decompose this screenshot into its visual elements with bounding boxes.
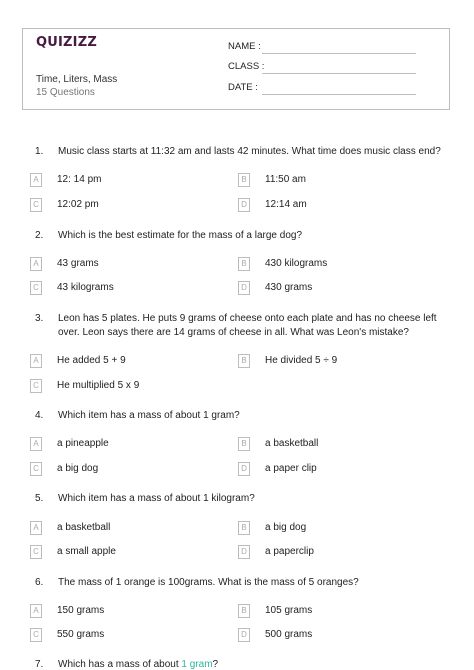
- option-text: He multiplied 5 x 9: [57, 380, 140, 391]
- option-text: 12: 14 pm: [57, 174, 102, 185]
- question-text: Music class starts at 11:32 am and lasts 42 minutes. What time does music class end?: [58, 146, 441, 157]
- quizizz-logo: QUIZIZZ: [36, 35, 97, 50]
- date-label: DATE :: [228, 82, 258, 93]
- question-number: 1.: [35, 146, 44, 157]
- option-letter: C: [30, 628, 42, 642]
- option-letter: D: [238, 628, 250, 642]
- option-text: 11:50 am: [265, 174, 306, 185]
- option-text: 550 grams: [57, 629, 105, 640]
- option-text: a basketball: [265, 438, 319, 449]
- question-text-part: ?: [212, 659, 219, 670]
- option-text: a small apple: [57, 546, 116, 557]
- class-label: CLASS :: [228, 61, 265, 72]
- option-letter: C: [30, 545, 42, 559]
- option-text: 43 kilograms: [57, 282, 114, 293]
- question-number: 2.: [35, 230, 44, 241]
- worksheet-title: Time, Liters, Mass: [36, 74, 118, 85]
- option-text: 430 grams: [265, 282, 313, 293]
- highlighted-term: 1 gram: [181, 659, 213, 670]
- option-letter: A: [30, 173, 42, 187]
- question-text-part: Which has a mass of about: [58, 659, 182, 670]
- question-number: 3.: [35, 313, 44, 324]
- class-field[interactable]: [262, 73, 416, 74]
- option-letter: B: [238, 604, 250, 618]
- option-letter: A: [30, 437, 42, 451]
- option-letter: A: [30, 521, 42, 535]
- question-number: 5.: [35, 493, 44, 504]
- option-letter: A: [30, 257, 42, 271]
- option-text: He divided 5 ÷ 9: [265, 355, 338, 366]
- option-text: 43 grams: [57, 258, 99, 269]
- question-text: The mass of 1 orange is 100grams. What is the mass of 5 oranges?: [58, 577, 359, 588]
- question-number: 7.: [35, 659, 44, 670]
- option-text: 12:02 pm: [57, 199, 99, 210]
- option-letter: C: [30, 462, 42, 476]
- option-text: 105 grams: [265, 605, 313, 616]
- option-text: 430 kilograms: [265, 258, 328, 269]
- question-text: Leon has 5 plates. He puts 9 grams of cheese onto each plate and has no cheese left over. Leon says there are 14 grams of cheese in all. What was Leon's mistake?: [58, 313, 437, 338]
- question-text: Which item has a mass of about 1 gram?: [58, 410, 240, 421]
- option-letter: B: [238, 354, 250, 368]
- option-letter: D: [238, 281, 250, 295]
- option-letter: B: [238, 521, 250, 535]
- name-label: NAME :: [228, 41, 261, 52]
- question-count: 15 Questions: [36, 87, 95, 98]
- option-letter: D: [238, 545, 250, 559]
- option-text: a big dog: [57, 463, 99, 474]
- option-letter: D: [238, 462, 250, 476]
- option-text: 500 grams: [265, 629, 313, 640]
- option-text: 150 grams: [57, 605, 105, 616]
- option-text: a pineapple: [57, 438, 109, 449]
- option-text: a big dog: [265, 522, 307, 533]
- question-number: 6.: [35, 577, 44, 588]
- option-letter: B: [238, 257, 250, 271]
- option-text: a paper clip: [265, 463, 317, 474]
- option-text: He added 5 + 9: [57, 355, 126, 366]
- option-letter: B: [238, 437, 250, 451]
- option-letter: C: [30, 198, 42, 212]
- option-letter: A: [30, 354, 42, 368]
- option-letter: A: [30, 604, 42, 618]
- question-number: 4.: [35, 410, 44, 421]
- date-field[interactable]: [262, 94, 416, 95]
- option-text: a basketball: [57, 522, 111, 533]
- option-letter: C: [30, 379, 42, 393]
- option-letter: B: [238, 173, 250, 187]
- question-text: Which is the best estimate for the mass of a large dog?: [58, 230, 303, 241]
- option-letter: C: [30, 281, 42, 295]
- name-field[interactable]: [262, 53, 416, 54]
- question-text: Which item has a mass of about 1 kilogram?: [58, 493, 255, 504]
- question-text: [58, 658, 452, 670]
- option-text: a paperclip: [265, 546, 314, 557]
- option-letter: D: [238, 198, 250, 212]
- option-text: 12:14 am: [265, 199, 307, 210]
